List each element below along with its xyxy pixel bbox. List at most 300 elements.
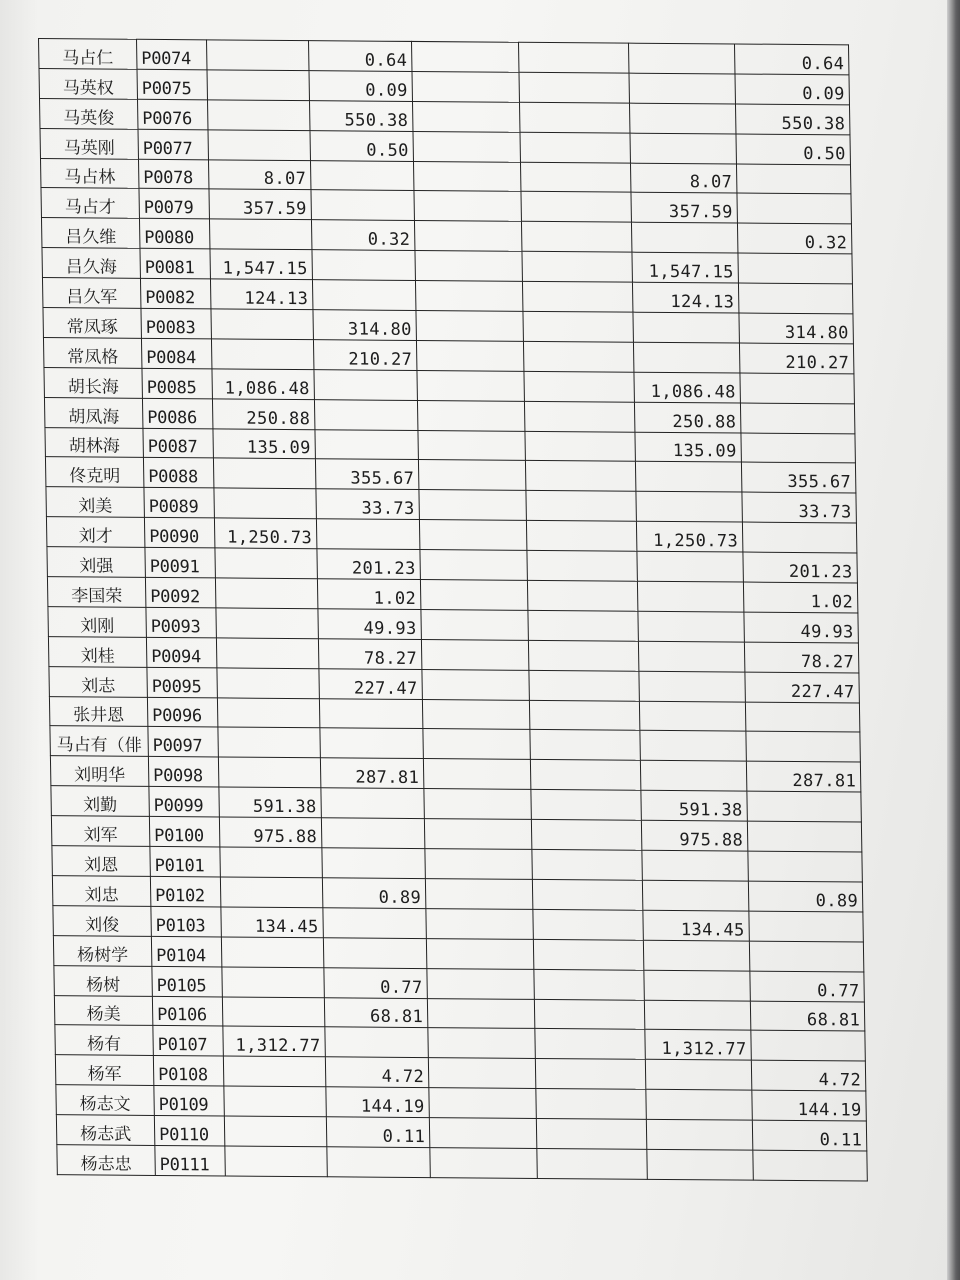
- amount-col-7-cell: [642, 880, 748, 911]
- person-name-cell: 马占才: [41, 188, 139, 219]
- amount-col-4-cell: 0.09: [309, 71, 412, 102]
- person-code-cell: P0074: [137, 39, 207, 69]
- amount-col-6-cell: [527, 580, 637, 611]
- amount-col-5-cell: [430, 1148, 537, 1179]
- amount-col-8-cell: [748, 851, 862, 882]
- person-code-cell: P0082: [140, 278, 210, 308]
- amount-col-6-cell: [531, 820, 641, 851]
- amount-col-4-cell: 201.23: [317, 549, 420, 580]
- amount-col-5-cell: [423, 759, 530, 790]
- person-name-cell: 常凤琢: [43, 308, 141, 339]
- amount-col-4-cell: [320, 728, 423, 759]
- amount-col-3-cell: [215, 548, 317, 579]
- person-name-cell: 马英权: [39, 68, 137, 99]
- person-code-cell: P0088: [143, 458, 213, 488]
- amount-col-3-cell: [221, 937, 323, 968]
- amount-col-3-cell: [225, 1146, 327, 1177]
- amount-col-6-cell: [528, 640, 638, 671]
- amount-col-4-cell: 0.64: [308, 41, 411, 72]
- amount-col-4-cell: 0.50: [310, 130, 413, 161]
- amount-col-3-cell: [217, 698, 319, 729]
- amount-col-4-cell: [325, 1027, 428, 1058]
- amount-col-3-cell: [207, 70, 309, 101]
- amount-col-4-cell: [314, 369, 417, 400]
- person-code-cell: P0081: [140, 249, 210, 279]
- person-code-cell: P0108: [153, 1056, 223, 1086]
- amount-col-6-cell: [526, 521, 636, 552]
- amount-col-3-cell: [216, 608, 318, 639]
- amount-col-4-cell: 49.93: [318, 609, 421, 640]
- person-name-cell: 李国荣: [47, 577, 145, 608]
- amount-col-7-cell: 975.88: [641, 820, 747, 851]
- amount-col-8-cell: [745, 702, 859, 733]
- amount-col-8-cell: 0.89: [748, 881, 862, 912]
- person-name-cell: 刘志: [49, 666, 147, 697]
- person-code-cell: P0096: [147, 697, 217, 727]
- person-code-cell: P0101: [150, 846, 220, 876]
- amount-col-7-cell: 8.07: [630, 163, 736, 194]
- amount-col-8-cell: 227.47: [745, 672, 859, 703]
- amount-col-7-cell: [638, 641, 744, 672]
- person-name-cell: 刘明华: [50, 756, 148, 787]
- amount-col-7-cell: [640, 731, 746, 762]
- amount-col-3-cell: 250.88: [212, 399, 314, 430]
- amount-col-8-cell: [738, 253, 852, 284]
- amount-col-5-cell: [427, 968, 534, 999]
- person-code-cell: P0100: [149, 817, 219, 847]
- amount-col-3-cell: [215, 578, 317, 609]
- amount-col-7-cell: [631, 223, 737, 254]
- amount-col-6-cell: [519, 102, 629, 133]
- amount-col-4-cell: [321, 788, 424, 819]
- amount-col-7-cell: [646, 1089, 752, 1120]
- amount-col-8-cell: 0.64: [734, 44, 848, 75]
- ledger-table: [38, 38, 868, 1181]
- amount-col-7-cell: [640, 761, 746, 792]
- amount-col-6-cell: [522, 281, 632, 312]
- amount-col-5-cell: [421, 639, 528, 670]
- amount-col-4-cell: 4.72: [325, 1057, 428, 1088]
- amount-col-6-cell: [533, 909, 643, 940]
- amount-col-7-cell: [630, 133, 736, 164]
- person-name-cell: 刘勤: [51, 786, 149, 817]
- amount-col-5-cell: [423, 729, 530, 760]
- person-name-cell: 胡长海: [44, 367, 142, 398]
- person-code-cell: P0079: [139, 189, 209, 219]
- person-name-cell: 马占林: [40, 158, 138, 189]
- amount-col-3-cell: 1,547.15: [210, 249, 312, 280]
- amount-col-8-cell: [741, 433, 855, 464]
- amount-col-3-cell: [222, 967, 324, 998]
- amount-col-4-cell: [312, 250, 415, 281]
- person-name-cell: 刘强: [47, 547, 145, 578]
- amount-col-3-cell: [224, 1086, 326, 1117]
- amount-col-7-cell: [644, 1000, 750, 1031]
- person-code-cell: P0075: [137, 69, 207, 99]
- amount-col-3-cell: [223, 1056, 325, 1087]
- person-name-cell: 马占仁: [39, 39, 137, 70]
- amount-col-4-cell: 1.02: [317, 579, 420, 610]
- amount-col-3-cell: 1,086.48: [212, 369, 314, 400]
- person-name-cell: 刘忠: [52, 876, 150, 907]
- ledger-body: [39, 39, 868, 1181]
- amount-col-6-cell: [523, 311, 633, 342]
- amount-col-3-cell: [220, 847, 322, 878]
- amount-col-6-cell: [520, 162, 630, 193]
- amount-col-8-cell: [736, 164, 850, 195]
- person-code-cell: P0087: [143, 428, 213, 458]
- amount-col-8-cell: 201.23: [743, 552, 857, 583]
- amount-col-4-cell: 68.81: [324, 997, 427, 1028]
- amount-col-8-cell: 0.77: [750, 971, 864, 1002]
- amount-col-7-cell: [645, 1060, 751, 1091]
- amount-col-6-cell: [525, 461, 635, 492]
- person-code-cell: P0103: [151, 906, 221, 936]
- amount-col-6-cell: [528, 610, 638, 641]
- amount-col-7-cell: 1,547.15: [632, 252, 738, 283]
- amount-col-5-cell: [429, 1118, 536, 1149]
- amount-col-6-cell: [518, 42, 628, 73]
- amount-col-3-cell: [208, 130, 310, 161]
- amount-col-4-cell: [327, 1147, 430, 1178]
- amount-col-3-cell: [217, 668, 319, 699]
- amount-col-6-cell: [536, 1119, 646, 1150]
- person-code-cell: P0104: [151, 936, 221, 966]
- amount-col-6-cell: [523, 341, 633, 372]
- amount-col-8-cell: [749, 911, 863, 942]
- amount-col-8-cell: 0.32: [737, 223, 851, 254]
- amount-col-5-cell: [412, 71, 519, 102]
- person-name-cell: 杨军: [55, 1055, 153, 1086]
- amount-col-3-cell: [211, 339, 313, 370]
- amount-col-5-cell: [414, 221, 521, 252]
- person-name-cell: 刘才: [46, 517, 144, 548]
- amount-col-5-cell: [420, 550, 527, 581]
- amount-col-5-cell: [418, 430, 525, 461]
- person-name-cell: 刘美: [46, 487, 144, 518]
- person-name-cell: 杨志忠: [57, 1145, 155, 1176]
- amount-col-6-cell: [535, 1059, 645, 1090]
- amount-col-8-cell: 0.11: [752, 1120, 866, 1151]
- amount-col-7-cell: [629, 73, 735, 104]
- amount-col-4-cell: 33.73: [316, 489, 419, 520]
- amount-col-4-cell: [311, 190, 414, 221]
- amount-col-3-cell: 124.13: [210, 279, 312, 310]
- amount-col-8-cell: [738, 283, 852, 314]
- amount-col-4-cell: 0.77: [324, 967, 427, 998]
- amount-col-4-cell: [310, 160, 413, 191]
- amount-col-5-cell: [426, 938, 533, 969]
- amount-col-3-cell: [218, 757, 320, 788]
- amount-col-5-cell: [425, 849, 532, 880]
- amount-col-7-cell: [642, 850, 748, 881]
- amount-col-8-cell: 49.93: [744, 612, 858, 643]
- amount-col-5-cell: [427, 998, 534, 1029]
- person-code-cell: P0097: [148, 727, 218, 757]
- amount-col-4-cell: [322, 848, 425, 879]
- amount-col-4-cell: 550.38: [309, 100, 412, 131]
- amount-col-7-cell: [635, 462, 741, 493]
- amount-col-8-cell: [749, 941, 863, 972]
- amount-col-3-cell: [218, 727, 320, 758]
- amount-col-8-cell: 144.19: [752, 1090, 866, 1121]
- amount-col-3-cell: [214, 488, 316, 519]
- amount-col-6-cell: [524, 371, 634, 402]
- amount-col-8-cell: [747, 821, 861, 852]
- amount-col-4-cell: 227.47: [319, 668, 422, 699]
- amount-col-6-cell: [525, 431, 635, 462]
- amount-col-7-cell: [637, 581, 743, 612]
- amount-col-4-cell: [316, 519, 419, 550]
- amount-col-5-cell: [422, 699, 529, 730]
- person-name-cell: 吕久海: [42, 248, 140, 279]
- page-shadow: [0, 0, 40, 1280]
- amount-col-6-cell: [524, 401, 634, 432]
- amount-col-6-cell: [537, 1148, 647, 1179]
- amount-col-6-cell: [535, 1029, 645, 1060]
- person-code-cell: P0111: [155, 1145, 225, 1175]
- amount-col-7-cell: [629, 103, 735, 134]
- amount-col-5-cell: [418, 460, 525, 491]
- amount-col-3-cell: [220, 877, 322, 908]
- amount-col-8-cell: [747, 791, 861, 822]
- person-name-cell: 杨志文: [56, 1085, 154, 1116]
- amount-col-7-cell: [643, 940, 749, 971]
- person-code-cell: P0091: [145, 547, 215, 577]
- person-name-cell: 佟克明: [45, 457, 143, 488]
- person-name-cell: 吕久军: [42, 278, 140, 309]
- amount-col-8-cell: 210.27: [739, 343, 853, 374]
- amount-col-7-cell: [639, 671, 745, 702]
- person-name-cell: 马英刚: [40, 128, 138, 159]
- amount-col-8-cell: [742, 522, 856, 553]
- amount-col-4-cell: 314.80: [313, 310, 416, 341]
- amount-col-7-cell: 1,250.73: [636, 521, 742, 552]
- amount-col-8-cell: 0.09: [735, 74, 849, 105]
- amount-col-5-cell: [416, 310, 523, 341]
- amount-col-8-cell: 0.50: [736, 134, 850, 165]
- person-name-cell: 刘恩: [52, 846, 150, 877]
- person-name-cell: 胡林海: [45, 427, 143, 458]
- amount-col-5-cell: [415, 281, 522, 312]
- amount-col-5-cell: [424, 819, 531, 850]
- person-code-cell: P0085: [142, 368, 212, 398]
- amount-col-7-cell: 134.45: [643, 910, 749, 941]
- person-code-cell: P0093: [146, 607, 216, 637]
- amount-col-5-cell: [422, 669, 529, 700]
- person-code-cell: P0105: [152, 966, 222, 996]
- person-name-cell: 马占有（俳: [50, 726, 148, 757]
- amount-col-5-cell: [428, 1028, 535, 1059]
- amount-col-5-cell: [415, 251, 522, 282]
- amount-col-5-cell: [419, 520, 526, 551]
- amount-col-3-cell: [224, 1116, 326, 1147]
- amount-col-6-cell: [536, 1089, 646, 1120]
- amount-col-7-cell: [638, 611, 744, 642]
- amount-col-3-cell: 135.09: [213, 428, 315, 459]
- amount-col-3-cell: [222, 996, 324, 1027]
- person-name-cell: 张井恩: [49, 696, 147, 727]
- amount-col-3-cell: 1,312.77: [223, 1026, 325, 1057]
- amount-col-5-cell: [417, 400, 524, 431]
- amount-col-7-cell: [628, 43, 734, 74]
- amount-col-7-cell: 1,086.48: [634, 372, 740, 403]
- amount-col-5-cell: [428, 1058, 535, 1089]
- amount-col-8-cell: 550.38: [735, 104, 849, 135]
- amount-col-8-cell: 68.81: [750, 1001, 864, 1032]
- amount-col-5-cell: [429, 1088, 536, 1119]
- amount-col-3-cell: 1,250.73: [214, 518, 316, 549]
- amount-col-5-cell: [426, 908, 533, 939]
- amount-col-5-cell: [413, 161, 520, 192]
- person-name-cell: 马英俊: [39, 98, 137, 129]
- person-code-cell: P0099: [149, 787, 219, 817]
- amount-col-3-cell: 357.59: [209, 189, 311, 220]
- amount-col-8-cell: [740, 373, 854, 404]
- amount-col-6-cell: [533, 939, 643, 970]
- person-code-cell: P0086: [142, 398, 212, 428]
- amount-col-4-cell: 210.27: [313, 340, 416, 371]
- person-code-cell: P0110: [154, 1116, 224, 1146]
- amount-col-6-cell: [529, 670, 639, 701]
- amount-col-7-cell: [639, 701, 745, 732]
- paper-edge: [947, 0, 960, 1280]
- amount-col-6-cell: [520, 132, 630, 163]
- amount-col-6-cell: [534, 999, 644, 1030]
- amount-col-8-cell: 33.73: [742, 492, 856, 523]
- amount-col-4-cell: 144.19: [326, 1087, 429, 1118]
- amount-col-4-cell: [314, 399, 417, 430]
- person-code-cell: P0107: [153, 1026, 223, 1056]
- amount-col-8-cell: 314.80: [739, 313, 853, 344]
- person-name-cell: 杨美: [54, 995, 152, 1026]
- amount-col-8-cell: [746, 732, 860, 763]
- amount-col-8-cell: [740, 403, 854, 434]
- amount-col-3-cell: 134.45: [221, 907, 323, 938]
- amount-col-4-cell: [321, 818, 424, 849]
- amount-col-6-cell: [522, 252, 632, 283]
- amount-col-5-cell: [414, 191, 521, 222]
- amount-col-5-cell: [420, 580, 527, 611]
- amount-col-5-cell: [419, 490, 526, 521]
- amount-col-8-cell: 78.27: [744, 642, 858, 673]
- amount-col-7-cell: [644, 970, 750, 1001]
- amount-col-4-cell: 78.27: [318, 639, 421, 670]
- amount-col-7-cell: [633, 312, 739, 343]
- amount-col-6-cell: [530, 730, 640, 761]
- amount-col-6-cell: [521, 222, 631, 253]
- person-code-cell: P0084: [141, 338, 211, 368]
- amount-col-7-cell: [647, 1149, 753, 1180]
- amount-col-4-cell: [312, 280, 415, 311]
- amount-col-8-cell: [753, 1150, 867, 1181]
- amount-col-3-cell: [207, 40, 309, 71]
- amount-col-3-cell: [207, 100, 309, 131]
- person-name-cell: 胡凤海: [44, 397, 142, 428]
- person-name-cell: 吕久维: [41, 218, 139, 249]
- person-code-cell: P0090: [144, 518, 214, 548]
- person-name-cell: 刘刚: [48, 607, 146, 638]
- person-code-cell: P0106: [152, 996, 222, 1026]
- amount-col-8-cell: [751, 1031, 865, 1062]
- amount-col-6-cell: [519, 72, 629, 103]
- amount-col-4-cell: [323, 908, 426, 939]
- person-name-cell: 杨树学: [53, 935, 151, 966]
- amount-col-6-cell: [532, 849, 642, 880]
- amount-col-4-cell: 0.32: [311, 220, 414, 251]
- person-name-cell: 杨有: [55, 1025, 153, 1056]
- person-code-cell: P0095: [147, 667, 217, 697]
- amount-col-6-cell: [530, 760, 640, 791]
- person-code-cell: P0089: [144, 488, 214, 518]
- person-code-cell: P0083: [141, 308, 211, 338]
- amount-col-5-cell: [413, 131, 520, 162]
- amount-col-4-cell: [319, 698, 422, 729]
- amount-col-7-cell: 250.88: [634, 402, 740, 433]
- table-row: [57, 1145, 867, 1181]
- amount-col-8-cell: 1.02: [743, 582, 857, 613]
- amount-col-3-cell: [211, 309, 313, 340]
- amount-col-6-cell: [521, 192, 631, 223]
- person-code-cell: P0109: [154, 1086, 224, 1116]
- amount-col-5-cell: [425, 879, 532, 910]
- amount-col-7-cell: 124.13: [632, 282, 738, 313]
- amount-col-3-cell: 591.38: [219, 787, 321, 818]
- person-code-cell: P0092: [145, 577, 215, 607]
- person-name-cell: 常凤格: [43, 337, 141, 368]
- amount-col-3-cell: [209, 219, 311, 250]
- amount-col-7-cell: [633, 342, 739, 373]
- amount-col-7-cell: 135.09: [635, 432, 741, 463]
- person-name-cell: 杨志武: [56, 1115, 154, 1146]
- person-name-cell: 刘军: [51, 816, 149, 847]
- person-code-cell: P0078: [138, 159, 208, 189]
- person-name-cell: 杨树: [54, 965, 152, 996]
- amount-col-5-cell: [412, 101, 519, 132]
- person-name-cell: 刘俊: [53, 905, 151, 936]
- amount-col-5-cell: [416, 340, 523, 371]
- amount-col-5-cell: [411, 41, 518, 72]
- person-code-cell: P0080: [139, 219, 209, 249]
- amount-col-3-cell: 975.88: [219, 817, 321, 848]
- person-name-cell: 刘桂: [48, 636, 146, 667]
- amount-col-4-cell: [323, 937, 426, 968]
- amount-col-4-cell: [315, 429, 418, 460]
- person-code-cell: P0102: [150, 876, 220, 906]
- amount-col-8-cell: [737, 193, 851, 224]
- amount-col-4-cell: 287.81: [320, 758, 423, 789]
- amount-col-7-cell: 591.38: [641, 791, 747, 822]
- amount-col-6-cell: [529, 700, 639, 731]
- person-code-cell: P0077: [138, 129, 208, 159]
- person-code-cell: P0076: [137, 99, 207, 129]
- person-code-cell: P0094: [146, 637, 216, 667]
- amount-col-8-cell: 355.67: [741, 463, 855, 494]
- amount-col-7-cell: [646, 1119, 752, 1150]
- amount-col-6-cell: [532, 879, 642, 910]
- amount-col-5-cell: [417, 370, 524, 401]
- amount-col-7-cell: [636, 492, 742, 523]
- amount-col-6-cell: [534, 969, 644, 1000]
- amount-col-7-cell: 1,312.77: [645, 1030, 751, 1061]
- amount-col-6-cell: [526, 491, 636, 522]
- amount-col-4-cell: 355.67: [315, 459, 418, 490]
- amount-col-6-cell: [531, 790, 641, 821]
- amount-col-3-cell: [213, 458, 315, 489]
- amount-col-7-cell: [637, 551, 743, 582]
- amount-col-8-cell: 4.72: [751, 1060, 865, 1091]
- amount-col-4-cell: 0.11: [326, 1117, 429, 1148]
